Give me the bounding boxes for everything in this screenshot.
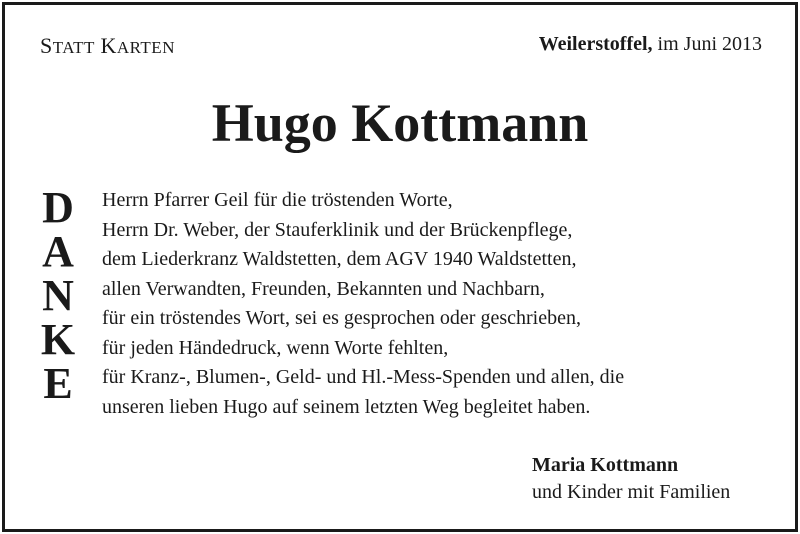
signature-block (532, 452, 730, 506)
danke-letter: N (42, 271, 74, 320)
karten-rest: ARTEN (116, 38, 175, 57)
thanks-line: Herrn Dr. Weber, der Stauferklinik und der Brückenpflege, (102, 218, 573, 241)
thanks-line: unseren lieben Hugo auf seinem letzten Weg begleitet haben. (102, 395, 591, 418)
danke-letter: K (40, 315, 76, 364)
karten-initial: K (100, 33, 117, 58)
date: im Juni 2013 (652, 33, 762, 55)
danke-letter: E (43, 359, 73, 408)
thanks-line: für ein tröstendes Wort, sei es gesprochen oder geschrieben, (102, 307, 581, 329)
signature-family: und Kinder mit Familien (532, 481, 731, 503)
deceased-name: Hugo Kottmann (211, 93, 589, 153)
statt-initial: S (40, 33, 53, 58)
danke-letter: D (42, 183, 74, 232)
thanks-line: dem Liederkranz Waldstetten, dem AGV 1940 Waldstetten, (102, 248, 577, 270)
danke-letter: A (42, 227, 74, 276)
signature-name: Maria Kottmann (532, 454, 679, 476)
danke-vertical (38, 183, 78, 408)
thanks-line: für jeden Händedruck, wenn Worte fehlten, (102, 336, 449, 359)
statt-karten-label (40, 33, 175, 59)
thanks-text (102, 186, 624, 422)
statt-rest: TATT (52, 38, 95, 57)
thanks-line: für Kranz-, Blumen-, Geld- und Hl.-Mess-Spenden und allen, die (102, 366, 625, 388)
thanks-line: allen Verwandten, Freunden, Bekannten und Nachbarn, (102, 277, 545, 300)
thanks-line: Herrn Pfarrer Geil für die tröstenden Worte, (102, 189, 453, 211)
place-date (539, 33, 762, 56)
place: Weilerstoffel, (538, 33, 653, 55)
